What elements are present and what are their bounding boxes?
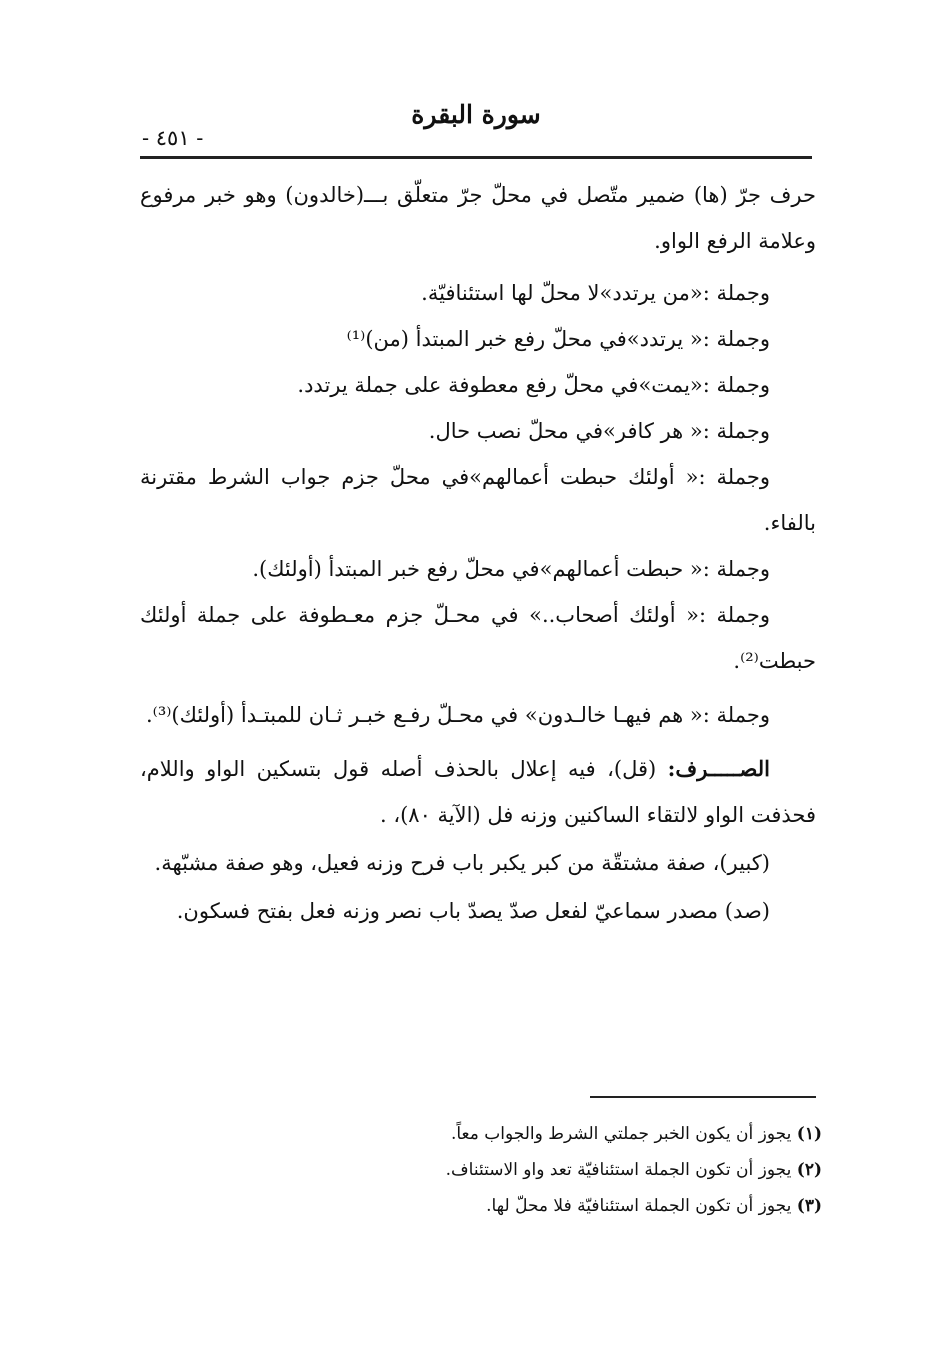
sadd-paragraph: (صد) مصدر سماعيّ لفعل صدّ يصدّ باب نصر وزنه فعل بفتح فسكون. xyxy=(176,899,770,923)
footnote-rule xyxy=(590,1096,816,1098)
sentence-analysis-4: وجملة :« هر كافر»في محلّ نصب حال. xyxy=(428,419,770,443)
footnote-number: (١) xyxy=(796,1124,822,1144)
sarf-paragraph xyxy=(140,746,816,838)
sarf-heading: الصـــــرف: xyxy=(667,756,770,781)
footnote-number: (٣) xyxy=(796,1196,822,1216)
footnote-3 xyxy=(200,1188,822,1224)
footnote-1 xyxy=(200,1116,822,1152)
spacer xyxy=(140,738,816,746)
main-text xyxy=(140,172,816,936)
spacer xyxy=(140,684,816,692)
page-title: سورة البقرة xyxy=(411,100,541,129)
sentence-analysis-8: وجملة :« هم فيهـا خالـدون» في محـلّ رفـع خبـر ثـان للمبتـدأ (أولئك)⁽³⁾. xyxy=(145,703,770,727)
kabir-paragraph: (كبير)، صفة مشتقّة من كبر يكبر باب فرح وزنه فعيل، وهو صفة مشبّهة. xyxy=(154,851,770,875)
footnote-text: يجوز أن يكون الخبر جملتي الشرط والجواب معاً. xyxy=(450,1124,797,1144)
sentence-analysis-2: وجملة :« يرتدد»في محلّ رفع خبر المبتدأ (من)⁽¹⁾ xyxy=(346,327,770,351)
sentence-analysis-7: وجملة :« أولئك أصحاب..» في محـلّ جزم معـطوفة على جملة أولئك حبطت⁽²⁾. xyxy=(140,603,816,673)
header-rule xyxy=(140,156,812,159)
page-header xyxy=(140,100,812,160)
footnote-text: يجوز أن تكون الجملة استئنافيّة تعد واو الاستئناف. xyxy=(445,1160,797,1180)
footnote-number: (٢) xyxy=(796,1160,822,1180)
sentence-analysis-3: وجملة :«يمت»في محلّ رفع معطوفة على جملة يرتدد. xyxy=(297,373,770,397)
footnote-2 xyxy=(200,1152,822,1188)
page-number: - ٤٥١ - xyxy=(142,126,204,150)
sentence-analysis-1: وجملة :«من يرتدد»لا محلّ لها استئنافيّة. xyxy=(421,281,770,305)
sentence-analysis-5: وجملة :« أولئك حبطت أعمالهم»في محلّ جزم جواب الشرط مقترنة بالفاء. xyxy=(140,465,816,535)
sarf-text: (قل)، فيه إعلال بالحذف أصله قول بتسكين الواو واللام، فحذفت الواو لالتقاء الساكنين وزنه فل (الآية ٨٠)، . xyxy=(140,757,816,827)
paragraph-1: حرف جرّ (ها) ضمير متّصل في محلّ جرّ متعلّق بـــ(خالدون) وهو خبر مرفوع وعلامة الرفع الواو. xyxy=(140,183,816,253)
footnotes xyxy=(200,1116,822,1224)
sentence-analysis-6: وجملة :« حبطت أعمالهم»في محلّ رفع خبر المبتدأ (أولئك). xyxy=(252,557,770,581)
footnote-text: يجوز أن تكون الجملة استئنافيّة فلا محلّ لها. xyxy=(486,1196,797,1216)
